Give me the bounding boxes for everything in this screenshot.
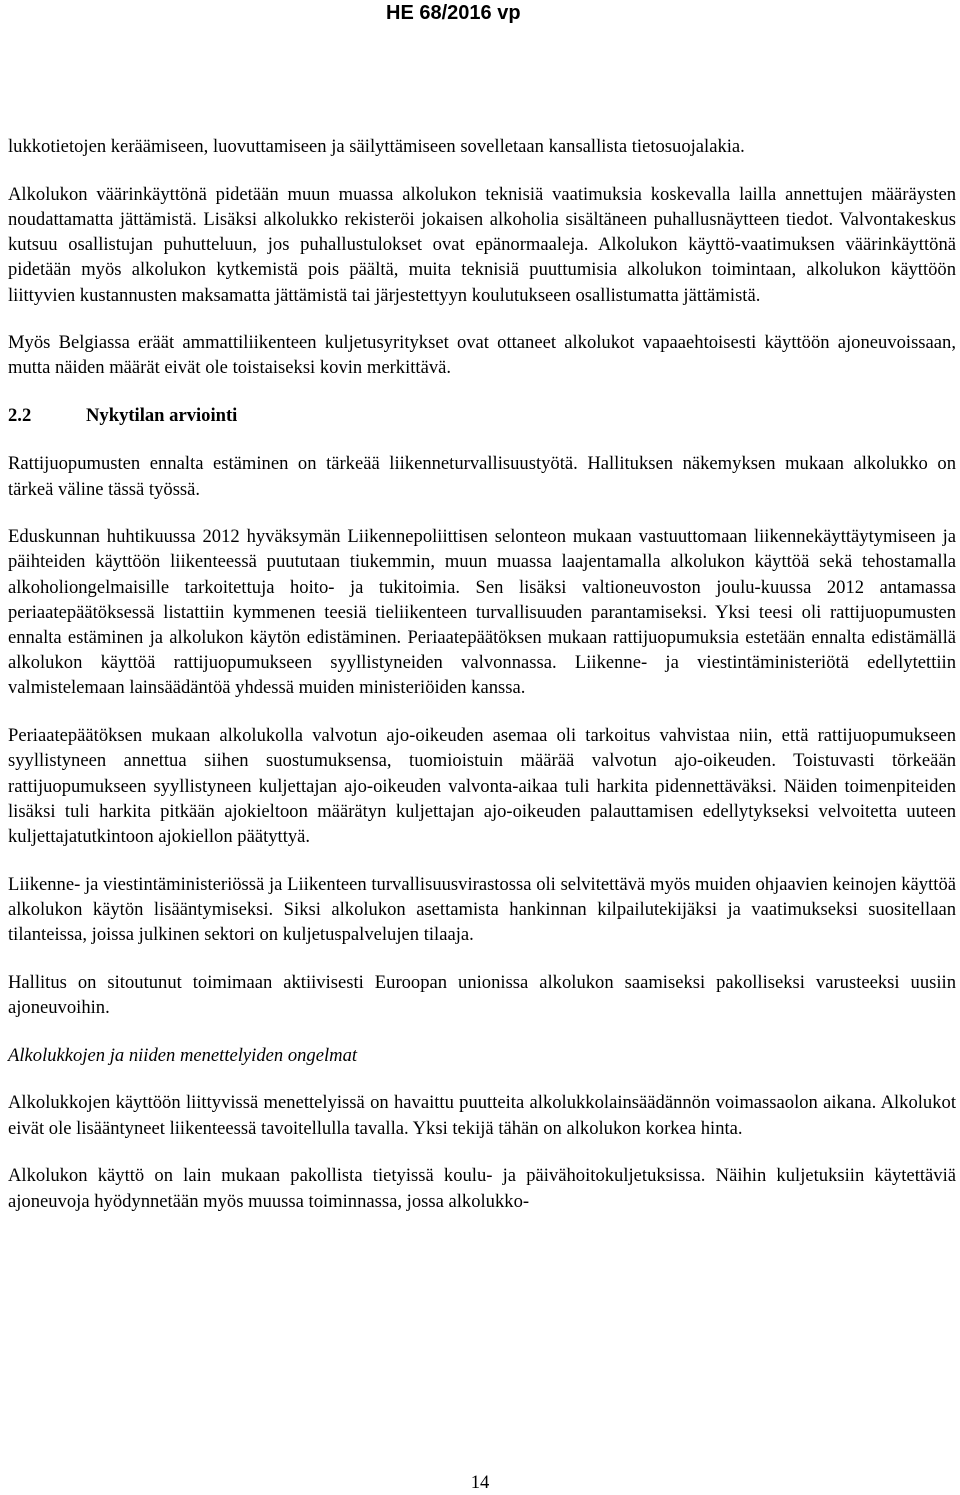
document-id: HE 68/2016 vp: [386, 2, 521, 24]
paragraph-resolution: Periaatepäätöksen mukaan alkolukolla valvotun ajo-oikeuden asemaa oli tarkoitus vahvistaa niin, että rattijuopumukseen syyllistyneen annettua siihen suostumuksensa, tuomioistuin määrää valvotun ajo-oikeuden. Toistuvasti törkeään rattijuopumukseen syyllistyneen kuljettajan ajo-oikeuden valvonta-aikaa tuli harkita pidennettäväksi. Näiden toimenpiteiden lisäksi tuli harkita pitkään ajokieltoon määrätyn kuljettajan ajo-oikeuden palauttamisen edellytykseksi velvoitettа uuteen kuljettajatutkintoon ajokiellon päätyttyä.: [8, 725, 956, 847]
paragraph-shortcomings: Alkolukkojen käyttöön liittyvissä menettelyissä on havaittu puutteita alkolukkolainsäädännön voimassaolon aikana. Alkolukot eivät ole lisääntyneet liikenteessä tavoitellulla tavalla. Yksi tekijä tähän on alkolukon korkea hinta.: [8, 1092, 956, 1139]
document-body: [8, 134, 956, 1214]
paragraph-prevention: Rattijuopumusten ennalta estäminen on tärkeää liikenneturvallisuustyötä. Hallituksen näkemyksen mukaan alkolukko on tärkeä väline tässä työssä.: [8, 453, 956, 500]
paragraph-data-protection: lukkotietojen keräämiseen, luovuttamiseen ja säilyttämiseen sovelletaan kansallista tietosuojalakia.: [8, 136, 745, 157]
paragraph-misuse: Alkolukon väärinkäyttönä pidetään muun muassa alkolukon teknisiä vaatimuksia koskevalla lailla annettujen määräysten noudattamatta jättämistä. Lisäksi alkolukko rekisteröi jokaisen alkoholia sisältäneen puhallusnäytteen tiedot. Valvontakeskus kutsuu osallistujan puhutteluun, jos puhallustulokset ovat epänormaaleja. Alkolukon käyttö-vaatimuksen väärinkäyttönä pidetään myös alkolukon kytkemistä pois päältä, muita teknisiä puuttumisia alkolukon toimintaan, alkolukon käyttöön liittyvien kustannusten maksamatta jättämistä tai järjestettyyn koulutukseen osallistumatta jättämistä.: [8, 183, 956, 306]
document-id-header: [386, 0, 521, 26]
section-title: Nykytilan arviointi: [86, 405, 238, 427]
section-heading: [8, 403, 956, 428]
paragraph-eu: Hallitus on sitoutunut toimimaan aktiivisesti Euroopan unionissa alkolukon saamiseksi pakolliseksi varusteeksi uusiin ajoneuvoihin.: [8, 971, 956, 1018]
subheading-problems: Alkolukkojen ja niiden menettelyiden ongelmat: [8, 1044, 358, 1066]
paragraph-ministry: Liikenne- ja viestintäministeriössä ja Liikenteen turvallisuusvirastossa oli selvitettävä myös muiden ohjaavien keinojen käyttöä alkolukon käytön lisääntymiseksi. Siksi alkolukon asettamista hankinnan kilpailutekijäksi ja vaatimukseksi suositellaan tilanteissa, joissa julkinen sektori on kuljetuspalvelujen tilaaja.: [8, 873, 956, 946]
paragraph-traffic-policy: Eduskunnan huhtikuussa 2012 hyväksymän Liikennepoliittisen selonteon mukaan vastuuttomaan liikennekäyttäytymiseen ja päihteiden käyttöön liikenteessä puututaan tiukemmin, muun muassa laajentamalla alkolukon käyttöä sekä tehostamalla alkoholiongelmaisille tarkoitettuja hoito- ja tukitoimia. Sen lisäksi valtioneuvoston joulu-kuussa 2012 antamassa periaatepäätöksessä listattiin kymmenen teesiä tieliikenteen turvallisuuden parantamiseksi. Yksi teesi oli rattijuopumusten ennalta estäminen ja alkolukon käytön edistäminen. Periaatepäätöksen mukaan rattijuopumuksia estetään ennalta edistämällä alkolukon käyttöä rattijuopumukseen syyllistyneiden valvonnassa. Liikenne- ja viestintäministeriötä edellytettiin valmistelemaan lainsäädäntöä yhdessä muiden ministeriöiden kanssa.: [8, 526, 956, 699]
paragraph-belgium: Myös Belgiassa eräät ammattiliikenteen kuljetusyritykset ovat ottaneet alkolukot vapaaehtoisesti käyttöön ajoneuvoissaan, mutta näiden määrät eivät ole toistaiseksi kovin merkittävä.: [8, 332, 956, 379]
page-number: 14: [470, 1472, 490, 1493]
paragraph-school-transport: Alkolukon käyttö on lain mukaan pakollista tietyissä koulu- ja päivähoitokuljetuksissa. Näihin kuljetuksiin käytettäviä ajoneuvoja hyödynnetään myös muussa toiminnassa, jossa alkolukko-: [8, 1165, 956, 1212]
section-number: 2.2: [8, 405, 32, 427]
